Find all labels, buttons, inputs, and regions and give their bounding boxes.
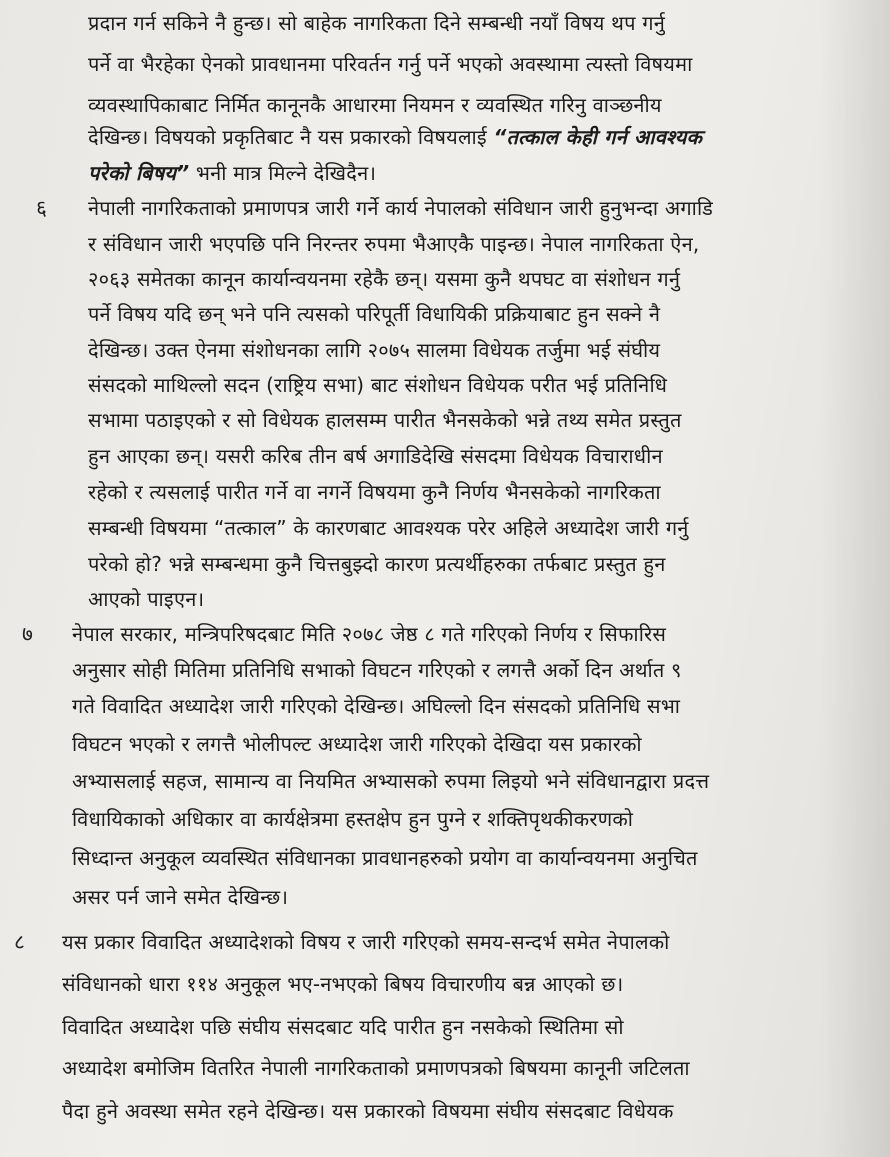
paragraph-line: नेपाली नागरिकताको प्रमाणपत्र जारी गर्ने कार्य नेपालको संविधान जारी हुनुभन्दा अगाडि — [88, 196, 714, 220]
paragraph-line: सम्बन्धी विषयमा “तत्काल” के कारणबाट आवश्यक परेर अहिले अध्यादेश जारी गर्नु — [88, 516, 689, 540]
paragraph-line: नेपाल सरकार, मन्त्रिपरिषदबाट मिति २०७८ जेष्ठ ८ गते गरिएको निर्णय र सिफारिस — [72, 622, 667, 646]
paragraph-line: संसदको माथिल्लो सदन (राष्ट्रिय सभा) बाट संशोधन विधेयक परीत भई प्रतिनिधि — [88, 373, 668, 397]
paragraph-line: विधायिकाको अधिकार वा कार्यक्षेत्रमा हस्तक्षेप हुन पुग्ने र शक्तिपृथकीकरणको — [72, 807, 634, 831]
paragraph-line: रहेको र त्यसलाई पारीत गर्ने वा नगर्ने विषयमा कुनै निर्णय भैनसकेको नागरिकता — [88, 480, 661, 504]
line-text: भनी मात्र मिल्ने देखिदैन। — [189, 161, 377, 185]
paragraph-line — [88, 124, 702, 150]
paragraph-line: प्रदान गर्न सकिने नै हुन्छ। सो बाहेक नागरिकता दिने सम्बन्धी नयाँ विषय थप गर्नु — [88, 11, 666, 35]
paragraph-number: ६ — [36, 196, 47, 220]
paragraph-line: अभ्यासलाई सहज, सामान्य वा नियमित अभ्यासको रुपमा लिइयो भने संविधानद्वारा प्रदत्त — [72, 769, 710, 793]
paragraph-line: परेको हो? भन्ने सम्बन्धमा कुनै चित्तबुझ्दो कारण प्रत्यर्थीहरुका तर्फबाट प्रस्तुत हुन — [88, 552, 666, 576]
paragraph-line: २०६३ समेतका कानून कार्यान्वयनमा रहेकै छन्। यसमा कुनै थपघट वा संशोधन गर्नु — [88, 267, 681, 291]
paragraph-line: संविधानको धारा ११४ अनुकूल भए-नभएको बिषय विचारणीय बन्न आएको छ। — [62, 972, 624, 996]
paragraph-line: सभामा पठाइएको र सो विधेयक हालसम्म पारीत भैनसकेको भन्ने तथ्य समेत प्रस्तुत — [88, 408, 682, 432]
paragraph-line: पर्ने विषय यदि छन् भने पनि त्यसको परिपूर्ती विधायिकी प्रक्रियाबाट हुन सक्ने नै — [88, 302, 661, 326]
paragraph-line: विघटन भएको र लगत्तै भोलीपल्ट अध्यादेश जारी गरिएको देखिदा यस प्रकारको — [72, 732, 642, 756]
paragraph-number: ८ — [14, 930, 25, 954]
paragraph-line: यस प्रकार विवादित अध्यादेशको विषय र जारी गरिएको समय-सन्दर्भ समेत नेपालको — [62, 930, 670, 954]
paragraph-line: र संविधान जारी भएपछि पनि निरन्तर रुपमा भैआएकै पाइन्छ। नेपाल नागरिकता ऐन, — [88, 232, 700, 256]
paragraph-line: विवादित अध्यादेश पछि संघीय संसदबाट यदि पारीत हुन नसकेको स्थितिमा सो — [62, 1015, 624, 1039]
paragraph-number: ७ — [22, 622, 33, 646]
emphasized-quote: “तत्काल केही गर्न आवश्यक — [493, 125, 703, 149]
paragraph-line: व्यवस्थापिकाबाट निर्मित कानूनकै आधारमा नियमन र व्यवस्थित गरिनु वाञ्छनीय — [88, 93, 662, 117]
paragraph-line: अनुसार सोही मितिमा प्रतिनिधि सभाको विघटन गरिएको र लगत्तै अर्को दिन अर्थात ९ — [72, 658, 682, 682]
paragraph-line: देखिन्छ। उक्त ऐनमा संशोधनका लागि २०७५ सालमा विधेयक तर्जुमा भई संघीय — [88, 338, 661, 362]
paragraph-line: हुन आएका छन्। यसरी करिब तीन बर्ष अगाडिदेखि संसदमा विधेयक विचाराधीन — [88, 444, 663, 468]
paragraph-line: असर पर्न जाने समेत देखिन्छ। — [72, 885, 289, 909]
paragraph-line: गते विवादित अध्यादेश जारी गरिएको देखिन्छ। अघिल्लो दिन संसदको प्रतिनिधि सभा — [72, 694, 681, 718]
paragraph-line: पैदा हुने अवस्था समेत रहने देखिन्छ। यस प्रकारको विषयमा संघीय संसदबाट विधेयक — [62, 1099, 674, 1123]
paragraph-line: सिध्दान्त अनुकूल व्यवस्थित संविधानका प्रावधानहरुको प्रयोग वा कार्यान्वयनमा अनुचित — [72, 846, 698, 870]
paragraph-line: पर्ने वा भैरहेका ऐनको प्रावधानमा परिवर्तन गर्नु पर्ने भएको अवस्थामा त्यस्तो विषयमा — [88, 52, 693, 76]
paragraph-line: आएको पाइएन। — [88, 587, 205, 611]
paragraph-line — [88, 160, 376, 186]
paragraph-line: अध्यादेश बमोजिम वितरित नेपाली नागरिकताको प्रमाणपत्रको बिषयमा कानूनी जटिलता — [62, 1056, 690, 1080]
line-text: देखिन्छ। विषयको प्रकृतिबाट नै यस प्रकारको विषयलाई — [88, 125, 494, 149]
emphasized-quote: परेको बिषय” — [88, 161, 190, 185]
